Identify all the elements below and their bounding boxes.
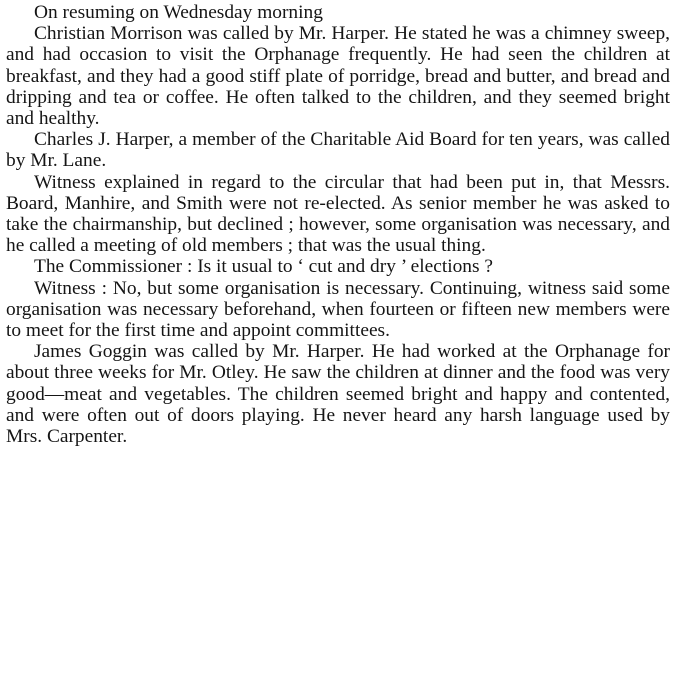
paragraph-james-goggin: James Goggin was called by Mr. Harper. He had worked at the Orphanage for about three weeks for Mr. Otley. He saw the children at dinner and the food was very good—meat and vegetables. The children seemed bright and happy and contented, and were often out of doors playing. He never heard any harsh language used by Mrs. Carpenter.: [6, 341, 670, 448]
paragraph-witness-explained: Witness explained in regard to the circular that had been put in, that Messrs. Board, Manhire, and Smith were not re-elected. As senior member he was asked to take the chairmanship, but declined ; however, some organisation was necessary, and he called a meeting of old members ; that was the usual thing.: [6, 171, 670, 257]
paragraph-witness-answer: Witness : No, but some organisation is necessary. Continuing, witness said some organisation was necessary beforehand, when fourteen or fifteen new members were to meet for the first time and appoint committees.: [6, 277, 670, 342]
paragraph-commissioner-question: The Commissioner : Is it usual to ‘ cut and dry ’ elections ?: [34, 256, 493, 278]
paragraph-christian-morrison: Christian Morrison was called by Mr. Harper. He stated he was a chimney sweep, and had occasion to visit the Orphanage frequently. He had seen the children at breakfast, and they had a good stiff plate of porridge, bread and butter, and bread and dripping and tea or coffee. He often talked to the children, and they seemed bright and healthy.: [6, 23, 670, 130]
paragraph-resuming: On resuming on Wednesday morning: [34, 2, 323, 23]
paragraph-charles-harper: Charles J. Harper, a member of the Charitable Aid Board for ten years, was called by Mr. Lane.: [6, 129, 670, 172]
